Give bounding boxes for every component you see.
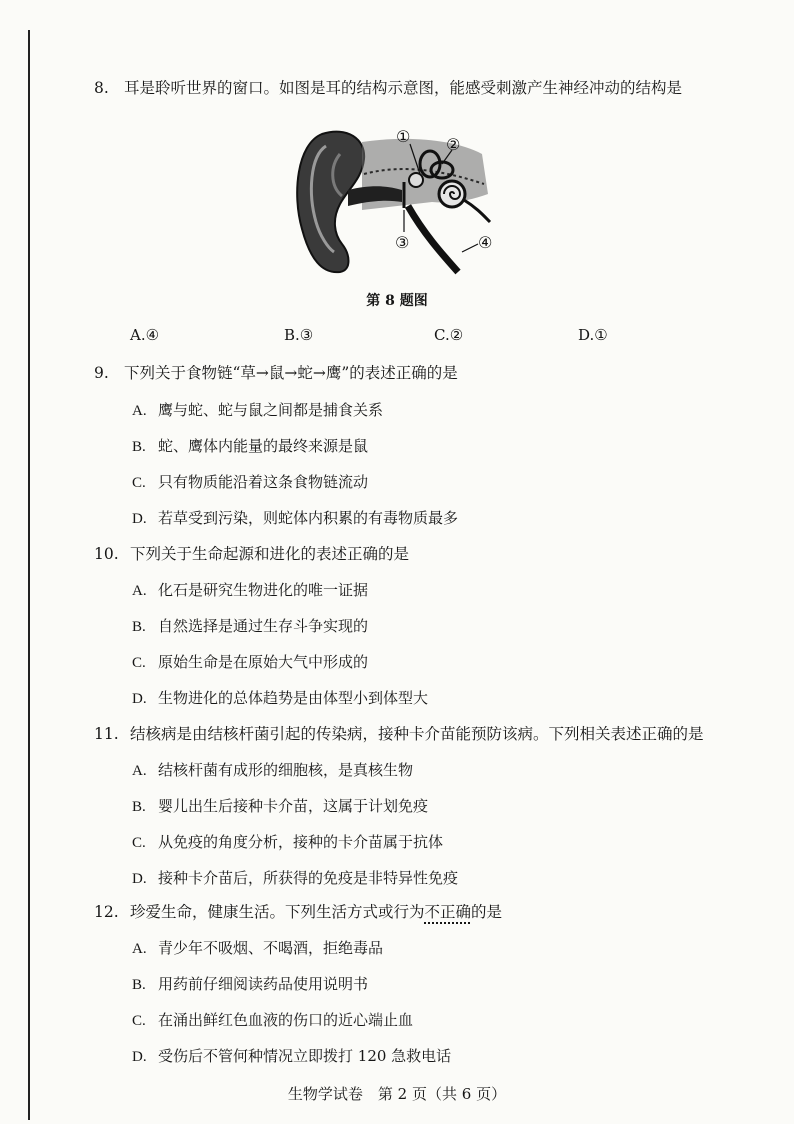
question-stem-after: 的是 xyxy=(471,903,503,921)
option-c[interactable]: C. 只有物质能沿着这条食物链流动 xyxy=(132,473,369,491)
question-9 xyxy=(94,363,458,383)
option-a[interactable]: A.④ xyxy=(130,326,160,344)
option-d[interactable]: D. 接种卡介苗后，所获得的免疫是非特异性免疫 xyxy=(132,869,459,887)
question-stem: 下列关于生命起源和进化的表述正确的是 xyxy=(130,545,410,563)
figure-label-3: ③ xyxy=(395,233,410,252)
question-8 xyxy=(94,78,682,98)
figure-label-1: ① xyxy=(396,127,411,146)
option-b[interactable]: B. 蛇、鹰体内能量的最终来源是鼠 xyxy=(132,437,369,455)
option-d[interactable]: D. 受伤后不管何种情况立即拨打 120 急救电话 xyxy=(132,1047,452,1065)
ear-structure-figure xyxy=(292,124,506,276)
question-number: 8. xyxy=(94,79,109,97)
question-number: 11. xyxy=(94,725,119,743)
option-b[interactable]: B. 婴儿出生后接种卡介苗，这属于计划免疫 xyxy=(132,797,429,815)
question-number: 10. xyxy=(94,545,119,563)
question-stem-emphasis: 不正确 xyxy=(424,903,472,921)
question-stem: 耳是聆听世界的窗口。如图是耳的结构示意图，能感受刺激产生神经冲动的结构是 xyxy=(124,79,683,97)
option-b[interactable]: B. 自然选择是通过生存斗争实现的 xyxy=(132,617,369,635)
question-number: 12. xyxy=(94,903,119,921)
option-d[interactable]: D.① xyxy=(578,326,608,344)
option-b[interactable]: B.③ xyxy=(284,326,314,344)
option-d[interactable]: D. 若草受到污染，则蛇体内积累的有毒物质最多 xyxy=(132,509,459,527)
question-10 xyxy=(94,544,409,564)
option-d[interactable]: D. 生物进化的总体趋势是由体型小到体型大 xyxy=(132,689,429,707)
question-stem: 下列关于食物链“草→鼠→蛇→鹰”的表述正确的是 xyxy=(124,364,458,382)
question-11 xyxy=(94,724,704,744)
figure-label-4: ④ xyxy=(478,233,493,252)
question-stem-before: 珍爱生命，健康生活。下列生活方式或行为 xyxy=(130,903,425,921)
option-c[interactable]: C. 从免疫的角度分析，接种的卡介苗属于抗体 xyxy=(132,833,444,851)
question-12 xyxy=(94,902,502,922)
option-a[interactable]: A. 青少年不吸烟、不喝酒，拒绝毒品 xyxy=(132,939,384,957)
figure-caption: 第 8 题图 xyxy=(366,293,428,309)
option-c[interactable]: C.② xyxy=(434,326,464,344)
option-a[interactable]: A. 鹰与蛇、蛇与鼠之间都是捕食关系 xyxy=(132,401,384,419)
option-c[interactable]: C. 原始生命是在原始大气中形成的 xyxy=(132,653,369,671)
option-a[interactable]: A. 结核杆菌有成形的细胞核，是真核生物 xyxy=(132,761,414,779)
page-footer: 生物学试卷 第 2 页（共 6 页） xyxy=(287,1085,507,1103)
option-b[interactable]: B. 用药前仔细阅读药品使用说明书 xyxy=(132,975,369,993)
question-number: 9. xyxy=(94,364,109,382)
option-a[interactable]: A. 化石是研究生物进化的唯一证据 xyxy=(132,581,369,599)
binding-margin-line xyxy=(28,30,30,1120)
figure-label-2: ② xyxy=(446,135,461,154)
option-c[interactable]: C. 在涌出鲜红色血液的伤口的近心端止血 xyxy=(132,1011,414,1029)
question-stem: 结核病是由结核杆菌引起的传染病，接种卡介苗能预防该病。下列相关表述正确的是 xyxy=(130,725,704,743)
